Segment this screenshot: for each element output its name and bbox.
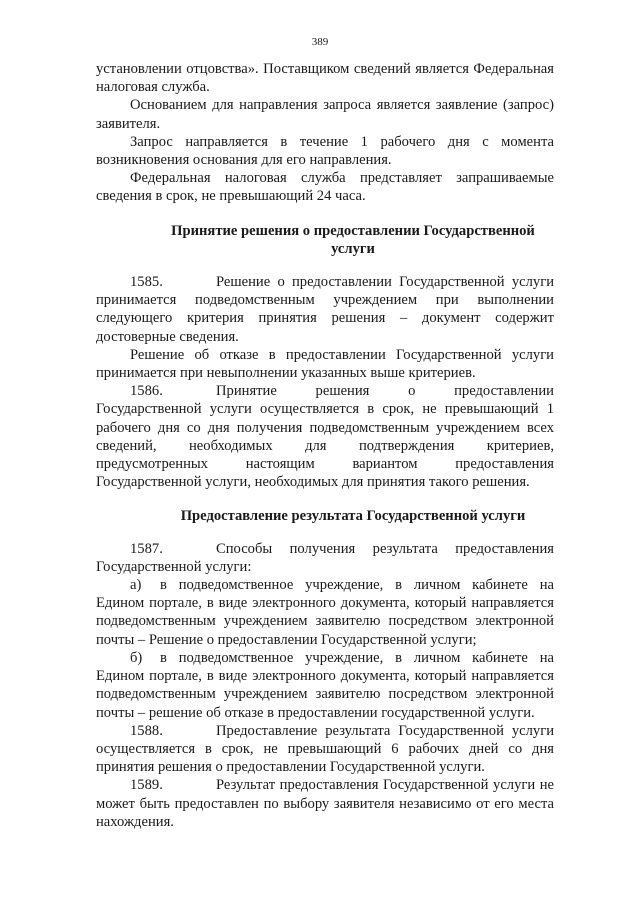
paragraph: [96, 60, 554, 96]
paragraph-text: Федеральная налоговая служба представляет запрашиваемые сведения в срок, не превышающий 24 часа.: [96, 170, 554, 205]
paragraph-text: Принятие решения о предоставлении Государственной услуги осуществляется в срок, не превышающий 1 рабочего дня со дня получения подведомственным учреждением всех сведений, необходимых для подтверждения критериев, предусмотренных настоящим вариантом предоставления Государственной услуги, необходимых для принятия такого решения.: [96, 383, 554, 491]
section-heading-text: Предоставление результата Государственной услуги: [180, 508, 526, 525]
paragraph-text: установлении отцовства». Поставщиком сведений является Федеральная налоговая служба.: [96, 61, 554, 96]
paragraph-text: в подведомственное учреждение, в личном кабинете на Едином портале, в виде электронного документа, который направляется подведомственным учреждением заявителю посредством электронной почты – Решение о предоставлении Государственной услуги;: [96, 577, 554, 648]
section-heading: [96, 222, 554, 258]
page-number: 389: [311, 36, 329, 48]
clause-number: 1585.: [130, 274, 163, 291]
paragraph-text: Способы получения результата предоставления Государственной услуги:: [96, 540, 554, 575]
paragraph-text: Результат предоставления Государственной услуги не может быть предоставлен по выбору заявителя независимо от его места нахождения.: [96, 777, 554, 830]
paragraph: [96, 273, 554, 346]
paragraph-text: Основанием для направления запроса является заявление (запрос) заявителя.: [96, 97, 554, 132]
paragraph: [96, 540, 554, 576]
document-body: [96, 60, 554, 831]
list-label: б): [130, 649, 143, 666]
paragraph-text: в подведомственное учреждение, в личном кабинете на Едином портале, в виде электронного документа, который направляется подведомственным учреждением заявителю посредством электронной почты – решение об отказе в предоставлении государственной услуги.: [96, 649, 554, 721]
clause-number: 1586.: [130, 383, 163, 400]
paragraph-text: Решение об отказе в предоставлении Государственной услуги принимается при невыполнении указанных выше критериев.: [96, 346, 554, 382]
paragraph: [96, 722, 554, 777]
section-heading: [96, 507, 554, 525]
paragraph-text: Запрос направляется в течение 1 рабочего дня с момента возникновения основания для его направления.: [96, 133, 554, 169]
paragraph: [96, 649, 554, 722]
section-heading-text: Принятие решения о предоставлении Государственной услуги: [171, 222, 535, 257]
paragraph: [96, 169, 554, 205]
paragraph: [96, 576, 554, 649]
paragraph: [96, 776, 554, 831]
clause-number: 1587.: [130, 540, 163, 557]
paragraph: [96, 346, 554, 382]
list-label: а): [130, 577, 142, 594]
paragraph: [96, 133, 554, 169]
paragraph-text: Решение о предоставлении Государственной услуги принимается подведомственным учреждением при выполнении следующего критерия принятия решения – документ содержит достоверные сведения.: [96, 274, 554, 345]
clause-number: 1588.: [130, 722, 163, 739]
paragraph: [96, 96, 554, 132]
clause-number: 1589.: [130, 777, 163, 794]
paragraph-text: Предоставление результата Государственной услуги осуществляется в срок, не превышающий 6 рабочих дней со дня принятия решения о предоставлении Государственной услуги.: [96, 722, 554, 776]
paragraph: [96, 382, 554, 491]
